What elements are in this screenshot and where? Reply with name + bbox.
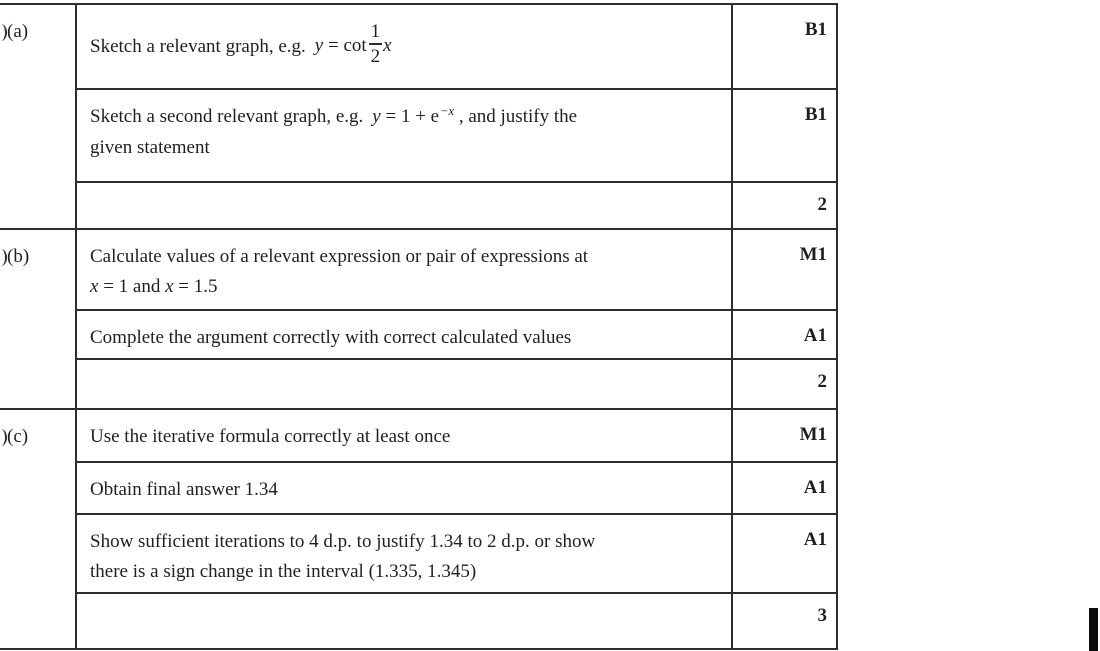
part-label: (b) (7, 246, 30, 267)
table-row (77, 230, 836, 311)
part-label: (a) (7, 21, 29, 42)
clipped-question-number-fragment (0, 429, 7, 446)
criterion-line-2: x = 1 and x = 1.5 (90, 276, 218, 297)
clipped-question-number-fragment (0, 249, 7, 266)
section-c (0, 410, 836, 648)
criterion-line-2: there is a sign change in the interval (1.335, 1.345) (90, 561, 477, 582)
mark-scheme-table (0, 3, 838, 650)
part-label-cell-a (0, 5, 77, 228)
criterion-cell (77, 311, 733, 358)
criterion-text: Complete the argument correctly with correct calculated values (90, 327, 572, 348)
mark-cell: M1 (799, 424, 827, 445)
table-row (77, 90, 836, 183)
math-expression: y = cot $\frac{1}{2}$ x (314, 21, 392, 67)
part-label: (c) (7, 426, 29, 447)
criterion-line-1: Show sufficient iterations to 4 d.p. to justify 1.34 to 2 d.p. or show (90, 531, 596, 552)
subtotal-cell: 2 (817, 194, 827, 215)
empty-cell (77, 183, 733, 228)
criterion-line-1: Sketch a second relevant graph, e.g. $y = 1 + e^{-x}$ , and justify the (90, 104, 578, 127)
section-b (0, 230, 836, 410)
table-row (77, 311, 836, 360)
subtotal-row (77, 183, 836, 228)
clipped-question-number-fragment (0, 24, 7, 41)
table-row (77, 515, 836, 594)
criterion-cell (77, 90, 733, 181)
criterion-cell (77, 410, 733, 461)
section-a (0, 5, 836, 230)
criterion-line-2: given statement (90, 137, 210, 158)
empty-cell (77, 360, 733, 408)
fraction: $\frac{1}{2}$ (370, 21, 381, 67)
mark-cell: A1 (803, 477, 827, 498)
criterion-cell (77, 5, 733, 88)
criterion-cell (77, 230, 733, 309)
mark-cell: B1 (804, 104, 827, 125)
subtotal-cell: 2 (817, 371, 827, 392)
section-b-rows (77, 230, 836, 408)
scan-artifact-bar (1089, 608, 1098, 651)
mark-cell: M1 (799, 244, 827, 265)
part-label-cell-b (0, 230, 77, 408)
criterion-cell (77, 515, 733, 592)
mark-cell: A1 (803, 529, 827, 550)
superscript: −x (440, 104, 455, 118)
criterion-line-1: Calculate values of a relevant expression or pair of expressions at (90, 246, 589, 267)
part-label-cell-c (0, 410, 77, 648)
table-row (77, 5, 836, 90)
subtotal-row (77, 360, 836, 408)
table-row (77, 410, 836, 463)
mark-cell: A1 (803, 325, 827, 346)
section-c-rows (77, 410, 836, 648)
empty-cell (77, 594, 733, 648)
mark-cell: B1 (804, 19, 827, 40)
criterion-text: Use the iterative formula correctly at least once (90, 426, 451, 447)
section-a-rows (77, 5, 836, 228)
subtotal-row (77, 594, 836, 648)
criterion-text: Obtain final answer 1.34 (90, 479, 278, 500)
table-row (77, 463, 836, 515)
subtotal-cell: 3 (817, 605, 827, 626)
criterion-text: Sketch a relevant graph, e.g. (90, 35, 306, 57)
criterion-cell (77, 463, 733, 513)
math-expression: $y = 1 + e^{-x}$ (372, 104, 455, 127)
